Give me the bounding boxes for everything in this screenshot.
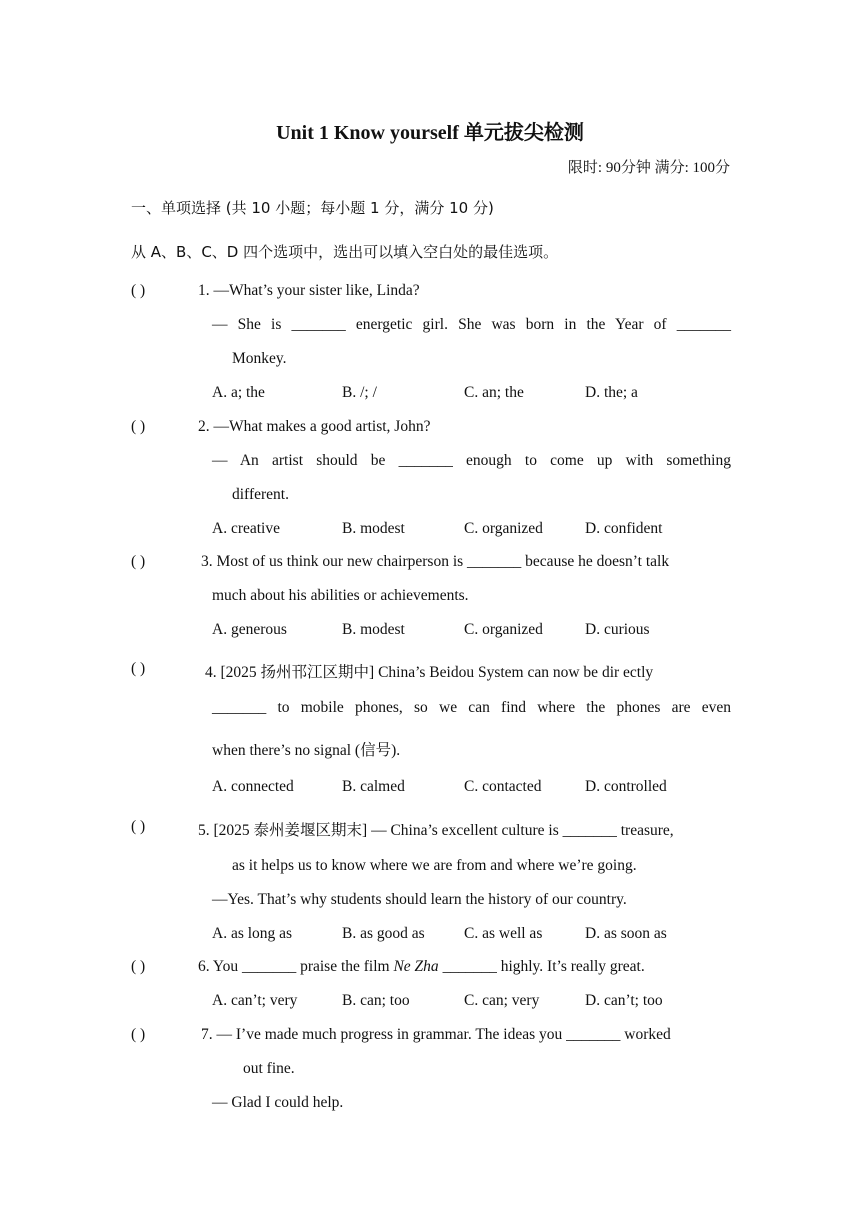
option-c[interactable]: C. as well as [464,925,543,942]
option-c[interactable]: C. organized [464,520,543,537]
question-line: different. [232,486,289,503]
question-stem [198,958,645,976]
option-b[interactable]: B. can; too [342,992,410,1009]
option-d[interactable]: D. the; a [585,384,638,401]
option-a[interactable]: A. connected [212,778,294,795]
question-stem: 5. [2025 泰州姜堰区期末] — China’s excellent culture is _______ treasure, [198,822,674,839]
section-heading: 一、单项选择 (共 10 小题；每小题 1 分，满分 10 分) [131,199,494,217]
option-b[interactable]: B. calmed [342,778,405,795]
question-stem: 4. [2025 扬州邗江区期中] China’s Beidou System can now be dir ectly [205,664,654,681]
stem-text: 6. You _______ praise the film [198,958,394,975]
option-d[interactable]: D. curious [585,621,650,638]
option-a[interactable]: A. as long as [212,925,293,942]
question-line: — An artist should be _______ enough to come up with something [212,452,731,469]
option-d[interactable]: D. can’t; too [585,992,663,1009]
option-d[interactable]: D. as soon as [585,925,667,942]
option-c[interactable]: C. an; the [464,384,524,401]
question-stem: 2. —What makes a good artist, John? [198,418,431,435]
question-line: — Glad I could help. [212,1094,344,1111]
option-d[interactable]: D. confident [585,520,663,537]
page-title: Unit 1 Know yourself 单元拔尖检测 [276,122,584,144]
option-c[interactable]: C. can; very [464,992,540,1009]
answer-blank[interactable]: ( ) [131,660,146,677]
question-line: as it helps us to know where we are from and where we’re going. [232,857,637,874]
question-stem: 3. Most of us think our new chairperson is _______ because he doesn’t talk [201,553,670,570]
stem-text: _______ highly. It’s really great. [438,958,645,975]
answer-blank[interactable]: ( ) [131,818,146,835]
question-line: —Yes. That’s why students should learn the history of our country. [212,891,627,908]
answer-blank[interactable]: ( ) [131,418,146,435]
option-a[interactable]: A. generous [212,621,287,638]
option-b[interactable]: B. /; / [342,384,377,401]
option-b[interactable]: B. modest [342,520,405,537]
question-line: _______ to mobile phones, so we can find where the phones are even [212,699,731,716]
option-a[interactable]: A. creative [212,520,280,537]
question-stem: 7. — I’ve made much progress in grammar. The ideas you _______ worked [201,1026,671,1043]
section-instruction: 从 A、B、C、D 四个选项中，选出可以填入空白处的最佳选项。 [131,243,559,261]
answer-blank[interactable]: ( ) [131,958,146,975]
question-line: Monkey. [232,350,287,367]
option-b[interactable]: B. as good as [342,925,425,942]
option-c[interactable]: C. organized [464,621,543,638]
answer-blank[interactable]: ( ) [131,282,146,299]
answer-blank[interactable]: ( ) [131,1026,146,1043]
question-stem: 1. —What’s your sister like, Linda? [198,282,420,299]
option-b[interactable]: B. modest [342,621,405,638]
question-line: much about his abilities or achievements. [212,587,469,604]
answer-blank[interactable]: ( ) [131,553,146,570]
question-line: out fine. [243,1060,295,1077]
option-d[interactable]: D. controlled [585,778,667,795]
option-a[interactable]: A. can’t; very [212,992,298,1009]
question-line: when there’s no signal (信号). [212,742,401,759]
option-a[interactable]: A. a; the [212,384,265,401]
option-c[interactable]: C. contacted [464,778,542,795]
time-limit: 限时: 90分钟 满分: 100分 [567,160,730,176]
film-title: Ne Zha [393,958,439,975]
question-line: — She is _______ energetic girl. She was born in the Year of _______ [212,316,731,333]
